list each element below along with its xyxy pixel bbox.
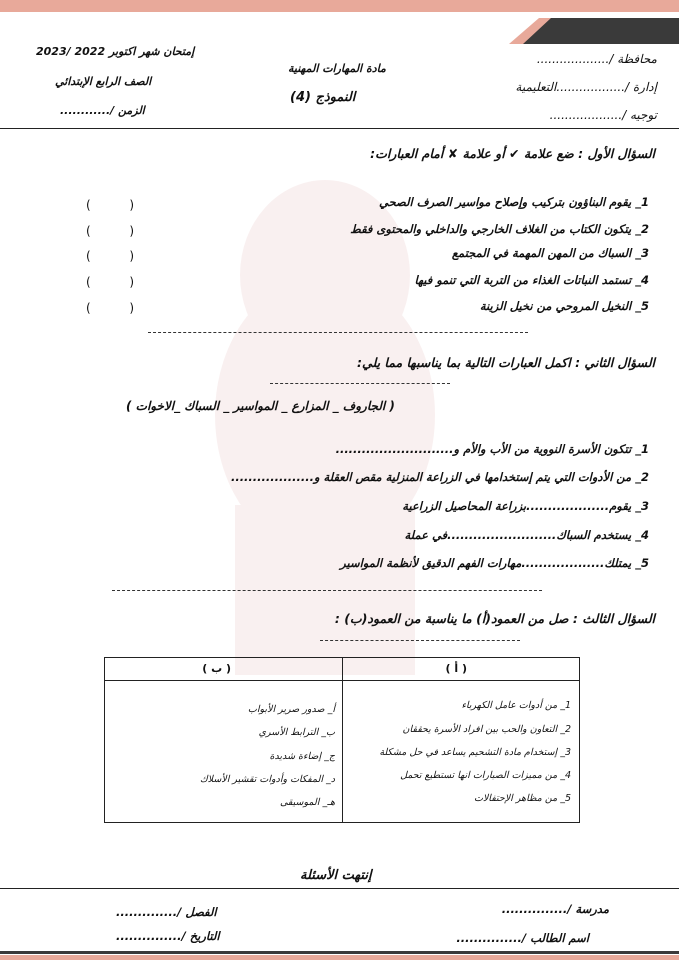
- q1-answer-box-5[interactable]: ( ): [86, 301, 134, 315]
- bottom-stripe-dark: [0, 951, 679, 954]
- table-column-divider: [342, 658, 343, 822]
- q1-item-5: 5_ النخيل المروحي من نخيل الزينة: [479, 299, 649, 313]
- col-b-item-4: د_ المفكات وأدوات تقشير الأسلاك: [199, 774, 335, 785]
- q1-title: السؤال الأول : ضع علامة ✔ أو علامة ✘ أمام العبارات:: [370, 146, 655, 161]
- q1-answer-box-3[interactable]: ( ): [86, 249, 134, 263]
- q1-answer-box-2[interactable]: ( ): [86, 224, 134, 238]
- bottom-stripe-pink: [0, 955, 679, 960]
- q1-answer-box-1[interactable]: ( ): [86, 198, 134, 212]
- col-a-item-3: 3_ إستخدام مادة التشحيم يساعد في حل مشكلة: [379, 747, 571, 758]
- footer-divider: [0, 888, 679, 889]
- date-field[interactable]: التاريخ /...............: [116, 929, 220, 943]
- q2-word-bank: ( الجاروف _ المزارع _ المواسير _ السباك _الاخوات ): [126, 399, 395, 413]
- col-a-item-2: 2_ التعاون والحب بين افراد الأسرة يحققان: [402, 724, 571, 735]
- administration-label: إدارة /..................التعليمية: [515, 80, 657, 94]
- q2-item-5: 5_ يمتلك...................مهارات الفهم الدقيق لأنظمة المواسير: [340, 556, 649, 570]
- q3-title-underline: [320, 640, 520, 641]
- q2-item-4: 4_ يستخدم السباك.........................في عملة: [404, 528, 649, 542]
- top-right-stripe-graphic: [509, 18, 679, 48]
- col-b-item-3: ج_ إضاءة شديدة: [269, 751, 335, 762]
- q2-item-3: 3_ يقوم...................بزراعة المحاصيل الزراعية: [402, 499, 649, 513]
- governorate-label: محافظة /...................: [536, 52, 657, 66]
- q1-item-3: 3_ السباك من المهن المهمة في المجتمع: [451, 246, 649, 260]
- q2-title-underline: [270, 383, 450, 384]
- section-divider-2: [112, 590, 542, 591]
- school-field[interactable]: مدرسة /...............: [501, 902, 609, 916]
- col-b-header: ( ب ): [202, 662, 231, 675]
- col-a-item-5: 5_ من مظاهر الإحتفالات: [473, 793, 571, 804]
- watermark-illustration: [195, 165, 455, 685]
- col-a-header: ( أ ): [445, 662, 467, 675]
- end-of-questions: إنتهت الأسئلة: [300, 868, 372, 883]
- directorate-label: توجيه /...................: [549, 108, 657, 122]
- q1-item-4: 4_ تستمد النباتات الغذاء من التربة التي تنمو فيها: [414, 273, 649, 287]
- q3-title: السؤال الثالث : صل من العمود(أ) ما يناسبة من العمود(ب) :: [334, 611, 655, 626]
- q1-answer-box-4[interactable]: ( ): [86, 275, 134, 289]
- matching-table: [104, 657, 580, 823]
- student-name-field[interactable]: اسم الطالب /...............: [456, 931, 589, 945]
- col-a-item-1: 1_ من أدوات عامل الكهرباء: [461, 700, 571, 711]
- col-b-item-1: أ_ صدور صرير الأبواب: [247, 704, 335, 715]
- top-stripe-pink: [0, 0, 679, 12]
- subject-title: مادة المهارات المهنية: [288, 62, 386, 75]
- grade-label: الصف الرابع الإبتدائي: [55, 75, 152, 88]
- q1-item-2: 2_ يتكون الكتاب من الغلاف الخارجي والداخلي والمحتوى فقط: [350, 222, 649, 236]
- q2-item-1: 1_ تتكون الأسرة النووية من الأب والأم و...........................: [335, 442, 649, 456]
- class-field[interactable]: الفصل /..............: [116, 905, 217, 919]
- header-divider: [0, 128, 679, 129]
- q2-item-2: 2_ من الأدوات التي يتم إستخدامها في الزراعة المنزلية مقص العقلة و...................: [230, 470, 649, 484]
- col-a-item-4: 4_ من مميزات الصبارات انها تستطيع تحمل: [400, 770, 571, 781]
- col-b-item-2: ب_ الترابط الأسري: [258, 727, 335, 738]
- q2-title: السؤال الثاني : اكمل العبارات التالية بما يناسبها مما يلي:: [357, 355, 655, 370]
- exam-title: إمتحان شهر اكتوبر 2022 /2023: [36, 45, 195, 58]
- q1-item-1: 1_ يقوم البناؤون بتركيب وإصلاح مواسير الصرف الصحي: [379, 195, 649, 209]
- col-b-item-5: هـ_ الموسيقى: [279, 797, 335, 808]
- model-number: النموذج (4): [290, 90, 356, 105]
- section-divider-1: [148, 332, 528, 333]
- time-label: الزمن /............: [60, 104, 145, 117]
